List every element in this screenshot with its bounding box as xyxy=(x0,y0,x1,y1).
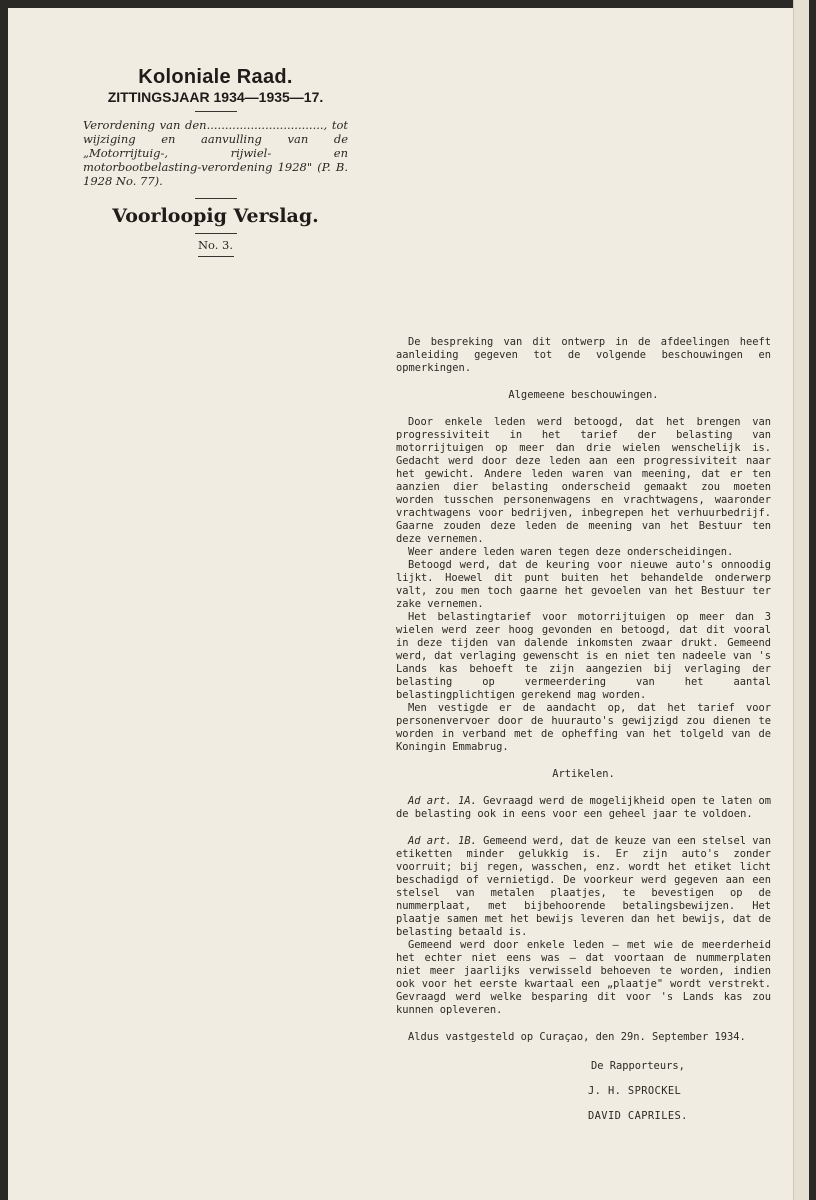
closing-line: Aldus vastgesteld op Curaçao, den 29n. September 1934. xyxy=(408,1031,746,1043)
document-header xyxy=(83,66,348,263)
ordinance-subject: Verordening van den................................, tot wijziging en aanvulling van de „Motorrijtuig-, rijwiel- en motorbootbelasting-verordening 1928" (P. B. 1928 No. 77). xyxy=(83,118,348,188)
paragraph: Weer andere leden waren tegen deze onderscheidingen. xyxy=(408,546,734,558)
report-number: No. 3. xyxy=(197,238,234,252)
divider xyxy=(195,111,237,112)
paragraph: Door enkele leden werd betoogd, dat het brengen van progressiviteit in het tarief der belasting van motorrijtuigen op meer dan drie wielen wenschelijk is. Gedacht werd door deze leden aan een progressiviteit naar het gewicht. Andere leden waren van meening, dat er ten aanzien dier belasting onderscheid gemaakt zou moeten worden tusschen personenwagens en vrachtwagens, waaronder vrachtwagens voor bedrijven, inbegrepen het verhuurbedrijf. Gaarne zouden deze leden de meening van het Bestuur ten deze vernemen. xyxy=(396,416,771,545)
report-body xyxy=(396,336,771,1123)
divider xyxy=(195,233,237,234)
article-1a-paragraph xyxy=(396,795,771,821)
section-heading-articles: Artikelen. xyxy=(552,768,615,780)
page-edge xyxy=(793,0,809,1200)
report-title: Voorloopig Verslag. xyxy=(112,205,319,227)
article-1b-text: Gemeend werd, dat de keuze van een stelsel van etiketten minder gelukkig is. Er zijn auto's zonder voorruit; bij regen, wasschen, enz. wordt het etiket licht beschadigd of vernietigd. De voorkeur werd gegeven aan een stelsel van metalen plaatjes, te bevestigen op de nummerplaat, met bijbehoorende betalingsbewijzen. Het plaatje samen met het bewijs leveren dan het bewijs, dat de belasting betaald is. xyxy=(396,835,771,938)
paragraph: Gemeend werd door enkele leden — met wie de meerderheid het echter niet eens was — dat voortaan de nummerplaten niet meer jaarlijks verwisseld behoeven te worden, indien ook voor het eerste kwartaal een „plaatje" wordt verstrekt. Gevraagd werd welke besparing dit voor 's Lands kas zou kunnen opleveren. xyxy=(396,939,771,1016)
article-1a-label: Ad art. 1A. xyxy=(408,795,477,807)
article-1b-paragraph xyxy=(396,835,771,939)
council-title: Koloniale Raad. xyxy=(138,66,293,88)
paragraph: Men vestigde er de aandacht op, dat het tarief voor personenvervoer door de huurauto's gewijzigd zou dienen te worden in verband met de opheffing van het tolgeld van de Koningin Emmabrug. xyxy=(396,702,771,753)
session-year: ZITTINGSJAAR 1934—1935—17. xyxy=(107,89,324,105)
signatory-name: J. H. SPROCKEL xyxy=(588,1085,682,1097)
article-1a-text: Gevraagd werd de mogelijkheid open te laten om de belasting ook in eens voor een geheel jaar te voldoen. xyxy=(396,795,771,820)
paragraph: Het belastingtarief voor motorrijtuigen op meer dan 3 wielen werd zeer hoog gevonden en betoogd, dat dit vooral in deze tijden van dalende inkomsten zwaar drukt. Gemeend werd, dat verlaging gewenscht is en niet ten nadeele van 's Lands kas behoeft te zijn aangezien bij verlaging der belasting op vermeerdering van het aantal belastingplichtigen gerekend mag worden. xyxy=(396,611,771,701)
paragraph: Betoogd werd, dat de keuring voor nieuwe auto's onnoodig lijkt. Hoewel dit punt buiten het behandelde onderwerp valt, zou men toch gaarne het gevoelen van het Bestuur ter zake vernemen. xyxy=(396,559,771,610)
rapporteurs-label: De Rapporteurs, xyxy=(591,1060,685,1072)
article-1b-label: Ad art. 1B. xyxy=(408,835,477,847)
divider xyxy=(195,198,237,199)
signatory-name: DAVID CAPRILES. xyxy=(588,1110,688,1122)
section-heading-general: Algemeene beschouwingen. xyxy=(508,389,659,401)
intro-paragraph: De bespreking van dit ontwerp in de afdeelingen heeft aanleiding gegeven tot de volgende beschouwingen en opmerkingen. xyxy=(396,336,771,374)
document-page xyxy=(8,8,808,1200)
divider xyxy=(198,256,234,257)
